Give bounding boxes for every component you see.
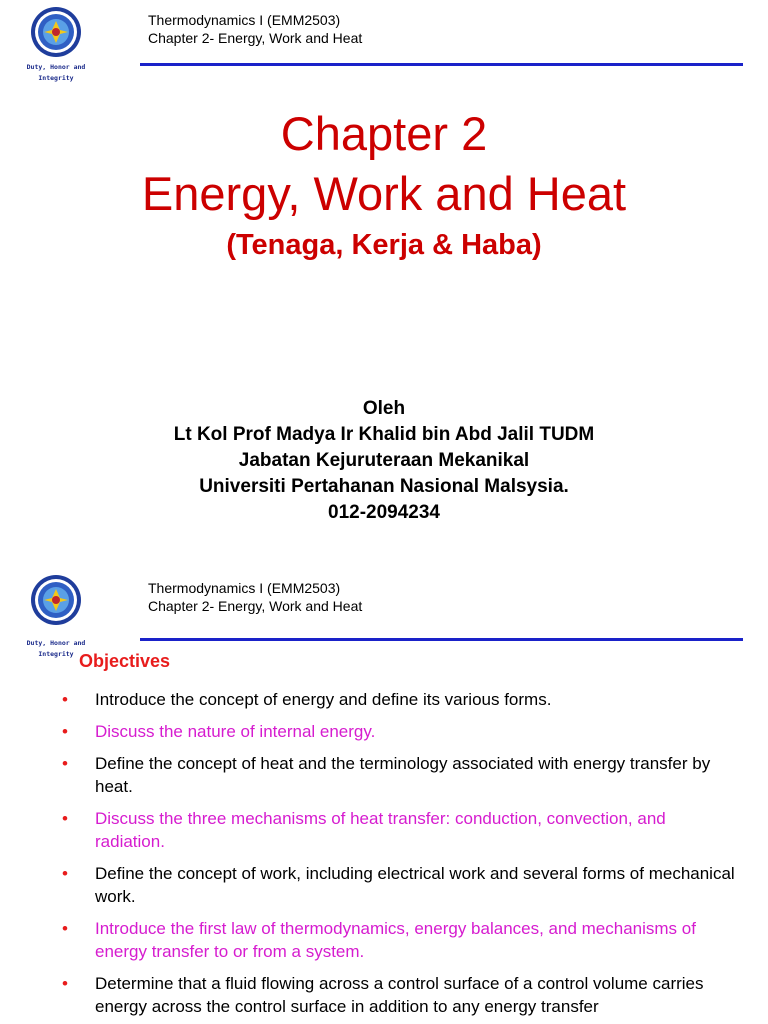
bullet-icon: •: [62, 919, 68, 938]
header-divider: [140, 638, 743, 641]
title-block: [0, 105, 768, 265]
objective-text: Introduce the first law of thermodynamics, energy balances, and mechanisms of energy transfer to or from a system.: [95, 919, 696, 961]
objective-text: Define the concept of work, including electrical work and several forms of mechanical work.: [95, 864, 735, 906]
chapter-subtitle: Chapter 2- Energy, Work and Heat: [148, 30, 363, 46]
list-item: [60, 752, 740, 798]
objective-text: Introduce the concept of energy and define its various forms.: [95, 690, 552, 709]
list-item: [60, 972, 740, 1018]
chapter-title: Energy, Work and Heat: [141, 167, 627, 220]
author-phone: 012-2094234: [328, 502, 440, 523]
course-title: Thermodynamics I (EMM2503): [148, 580, 341, 596]
objective-text: Discuss the nature of internal energy.: [95, 722, 376, 741]
bullet-icon: •: [62, 809, 68, 828]
objective-text: Determine that a fluid flowing across a control surface of a control volume carries energy across the control surface in addition to any energy transfer: [95, 974, 704, 1016]
objectives-list: [60, 688, 740, 1024]
list-item: [60, 917, 740, 963]
slide-header: [148, 11, 362, 47]
objectives-slide: [0, 568, 768, 1024]
bullet-icon: •: [62, 974, 68, 993]
motto-line: Duty, Honor and: [26, 639, 86, 647]
course-title: Thermodynamics I (EMM2503): [148, 12, 341, 28]
university-crest-icon: [30, 574, 82, 626]
author-university: Universiti Pertahanan Nasional Malsysia.: [199, 476, 569, 497]
motto-line: Duty, Honor and: [26, 63, 86, 71]
list-item: [60, 688, 740, 711]
author-block: [0, 396, 768, 526]
chapter-number: Chapter 2: [280, 107, 488, 160]
motto-line: Integrity: [38, 74, 74, 82]
author-name: Lt Kol Prof Madya Ir Khalid bin Abd Jalil TUDM: [173, 424, 595, 445]
header-divider: [140, 63, 743, 66]
objective-text: Define the concept of heat and the terminology associated with energy transfer by heat.: [95, 754, 711, 796]
list-item: [60, 720, 740, 743]
bullet-icon: •: [62, 722, 68, 741]
chapter-subtitle-translation: (Tenaga, Kerja & Haba): [226, 229, 542, 261]
list-item: [60, 862, 740, 908]
slide-header: [148, 579, 362, 615]
motto-line: Integrity: [38, 650, 74, 658]
bullet-icon: •: [62, 754, 68, 773]
chapter-subtitle: Chapter 2- Energy, Work and Heat: [148, 598, 363, 614]
bullet-icon: •: [62, 690, 68, 709]
author-department: Jabatan Kejuruteraan Mekanikal: [238, 450, 530, 471]
author-by: Oleh: [362, 398, 406, 419]
university-crest-icon: [30, 6, 82, 58]
list-item: [60, 807, 740, 853]
motto: [14, 62, 98, 84]
objective-text: Discuss the three mechanisms of heat transfer: conduction, convection, and radiation.: [95, 809, 666, 851]
bullet-icon: •: [62, 864, 68, 883]
objectives-heading: Objectives: [79, 651, 171, 671]
